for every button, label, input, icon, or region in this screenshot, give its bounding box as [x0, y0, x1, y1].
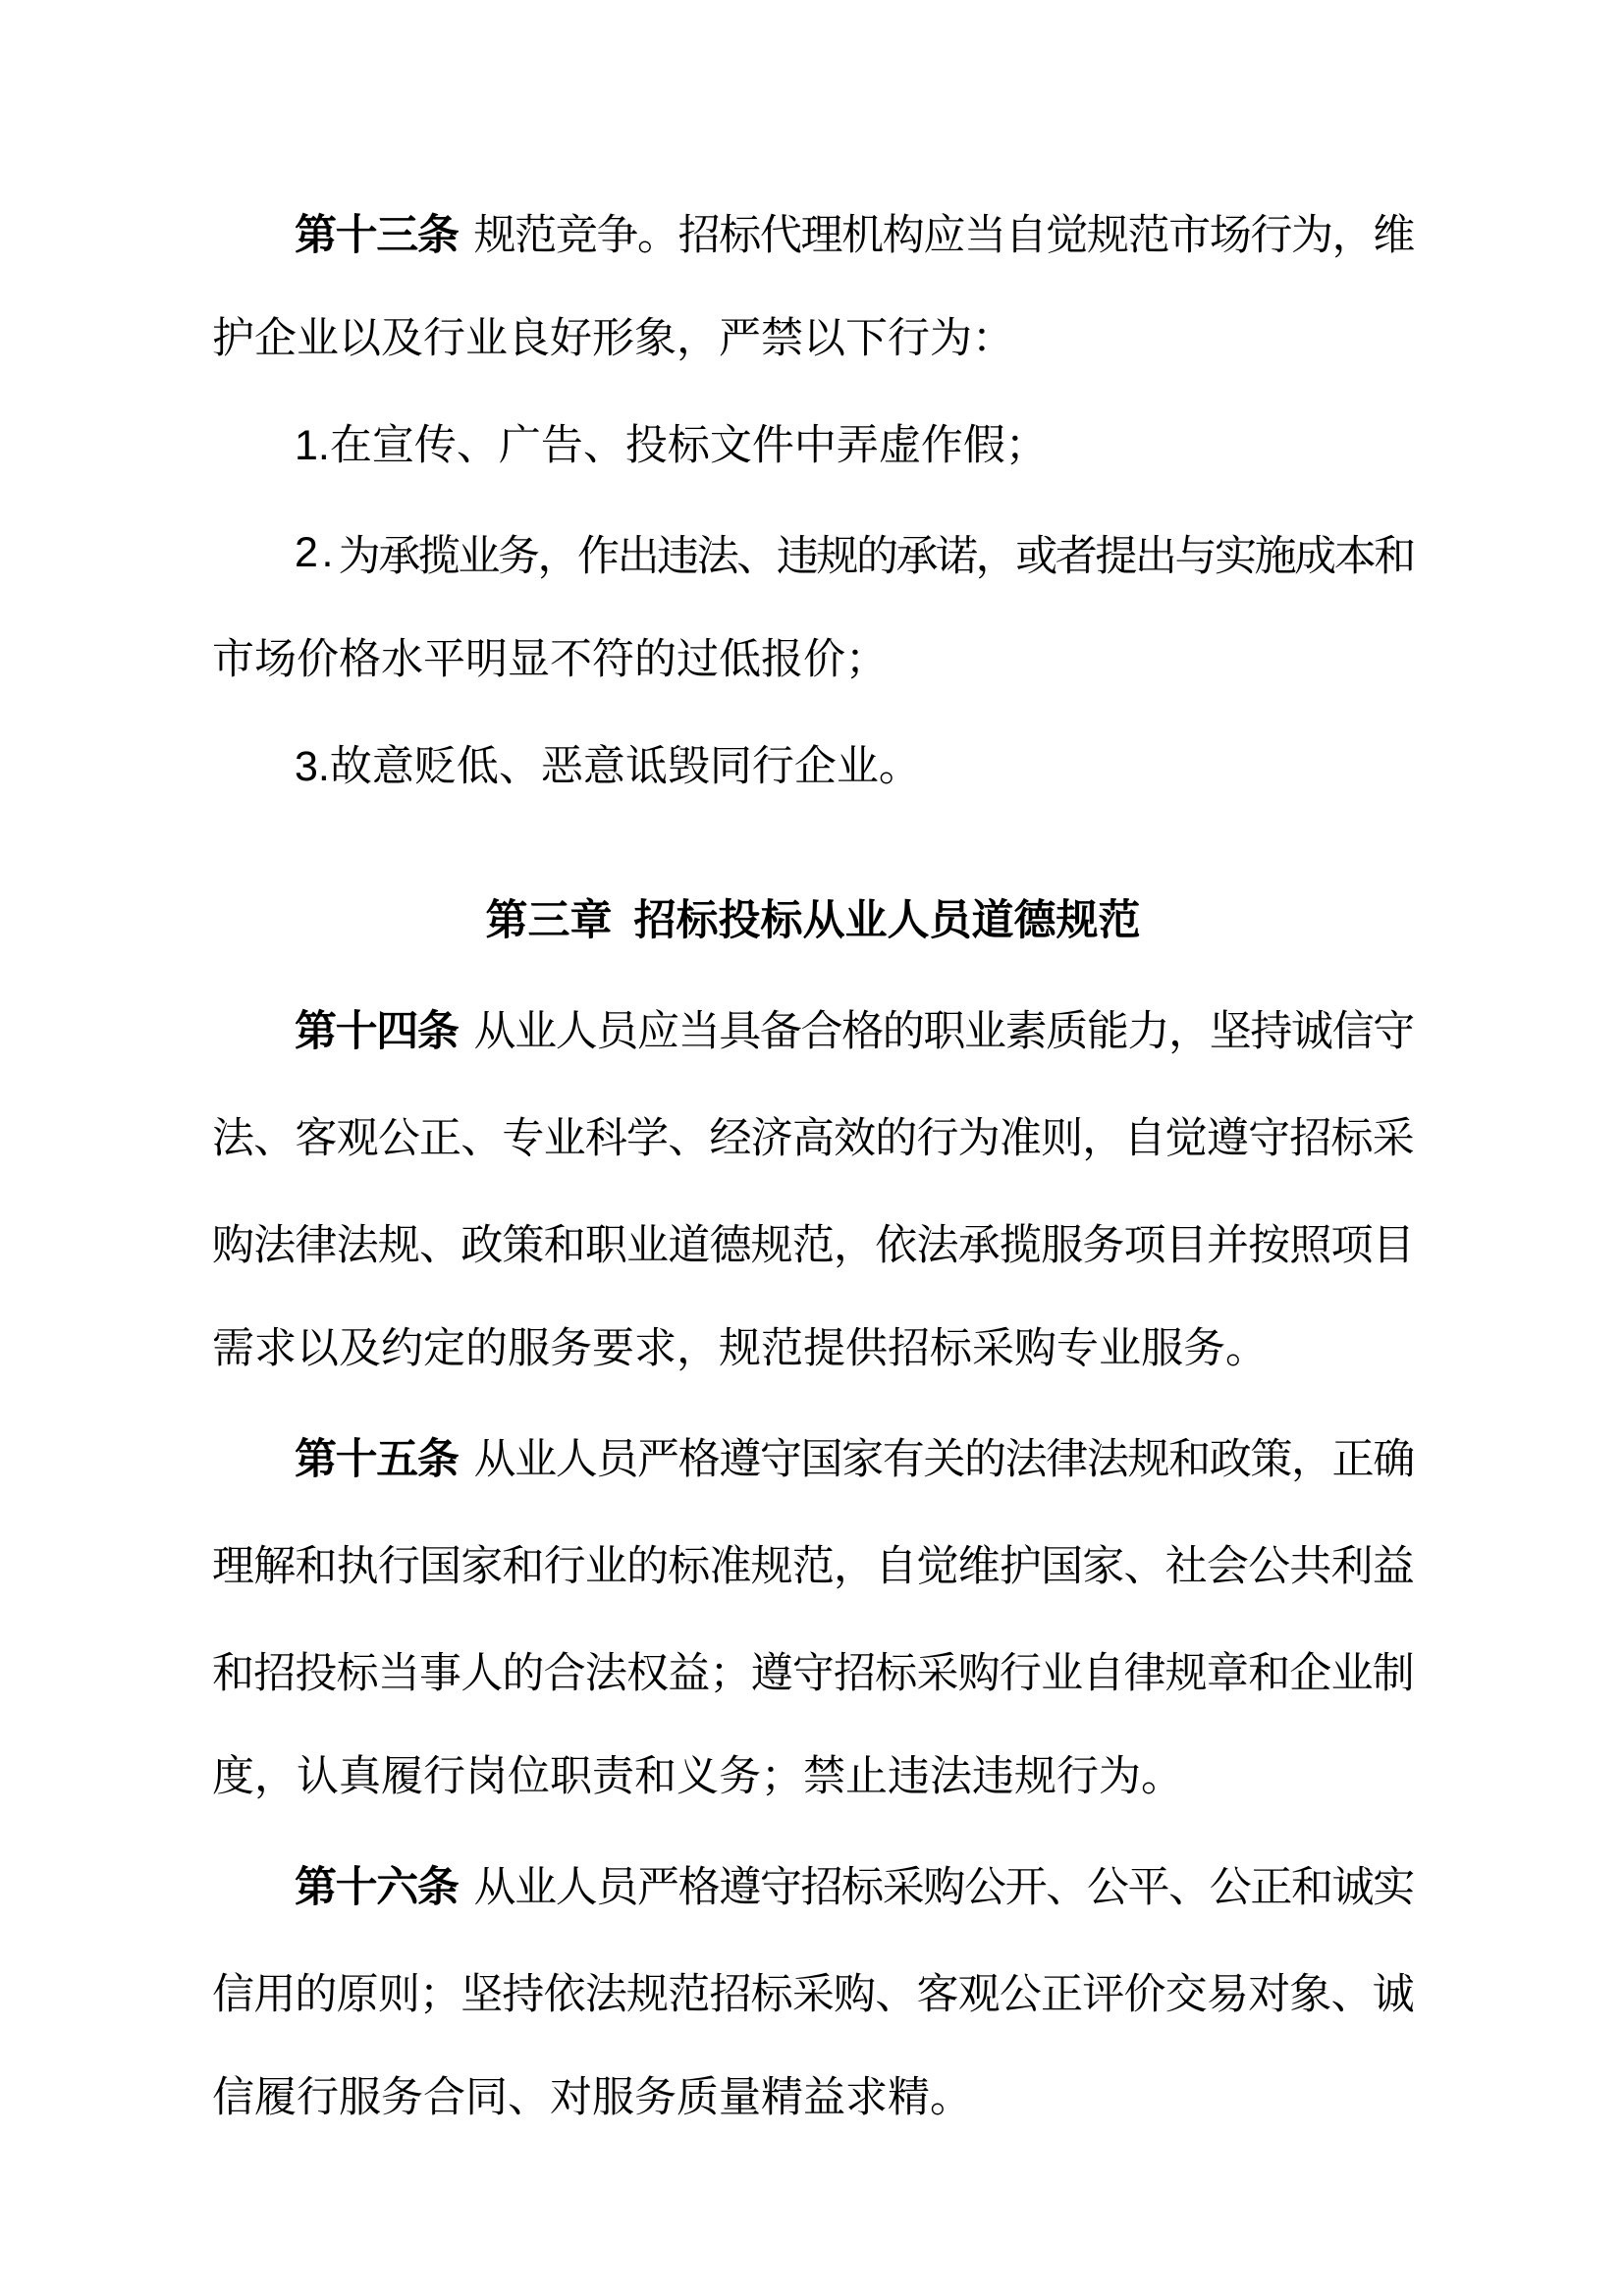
- text-line: 护企业以及行业良好形象，严禁以下行为：: [212, 315, 1014, 362]
- article-13-item-1: [212, 393, 1414, 500]
- chapter-3-heading: [212, 868, 1414, 975]
- text-line: 1.在宣传、广告、投标文件中弄虚作假；: [295, 422, 1048, 469]
- article-16-opening-line: 第 十 六 条 从 业 人 员 严 格 遵 守 招 标 采 购 公 开 、 公 平 、 公 正 和 诚 实: [295, 1864, 1416, 1911]
- article-13-item-3: [212, 714, 1414, 821]
- text-line: 需求以及约定的服务要求，规范提供招标采购专业服务。: [212, 1325, 1268, 1372]
- article-14-line-3: 购 法 律 法 规 、 政 策 和 职 业 道 德 规 范 ， 依 法 承 揽 服 务 项 目 并 按 照 项 目: [212, 1222, 1415, 1269]
- text-line: 信履行服务合同、对服务质量精益求精。: [212, 2074, 972, 2121]
- chapter-label: 第三章: [485, 897, 613, 944]
- article-15-opening-line: 第 十 五 条 从 业 人 员 严 格 遵 守 国 家 有 关 的 法 律 法 规 和 政 策 ， 正 确: [295, 1436, 1416, 1483]
- article-15-line-3: 和 招 投 标 当 事 人 的 合 法 权 益 ； 遵 守 招 标 采 购 行 业 自 律 规 章 和 企 业 制: [212, 1650, 1415, 1697]
- article-16-line-3: [212, 2045, 1414, 2152]
- article-13-item-2-line-2: [212, 607, 1414, 714]
- article-13-item-2-line-1: 2 . 为 承 揽 业 务 ， 作 出 违 法 、 违 规 的 承 诺 ， 或 者 提 出 与 实 施 成 本 和: [295, 529, 1417, 580]
- text-line: 度，认真履行岗位职责和义务；禁止违法违规行为。: [212, 1753, 1183, 1800]
- article-13-line-2: [212, 286, 1414, 393]
- article-13-opening-line: 第 十 三 条 规 范 竞 争 。 招 标 代 理 机 构 应 当 自 觉 规 范 市 场 行 为 ， 维: [295, 212, 1416, 259]
- article-15-line-2: 理 解 和 执 行 国 家 和 行 业 的 标 准 规 范 ， 自 觉 维 护 国 家 、 社 会 公 共 利 益: [212, 1543, 1415, 1590]
- article-16-line-2: 信 用 的 原 则 ； 坚 持 依 法 规 范 招 标 采 购 、 客 观 公 正 评 价 交 易 对 象 、 诚: [212, 1971, 1415, 2018]
- article-15-line-4: [212, 1724, 1414, 1831]
- article-14-line-2: 法 、 客 观 公 正 、 专 业 科 学 、 经 济 高 效 的 行 为 准 则 ， 自 觉 遵 守 招 标 采: [212, 1115, 1415, 1162]
- chapter-title: 招标投标从业人员道德规范: [633, 897, 1141, 944]
- text-line: 市场价格水平明显不符的过低报价；: [212, 636, 888, 683]
- text-line: 3.故意贬低、恶意诋毁同行企业。: [295, 743, 921, 790]
- article-14-line-4: [212, 1296, 1414, 1403]
- article-14-opening-line: 第 十 四 条 从 业 人 员 应 当 具 备 合 格 的 职 业 素 质 能 力 ， 坚 持 诚 信 守: [295, 1008, 1416, 1055]
